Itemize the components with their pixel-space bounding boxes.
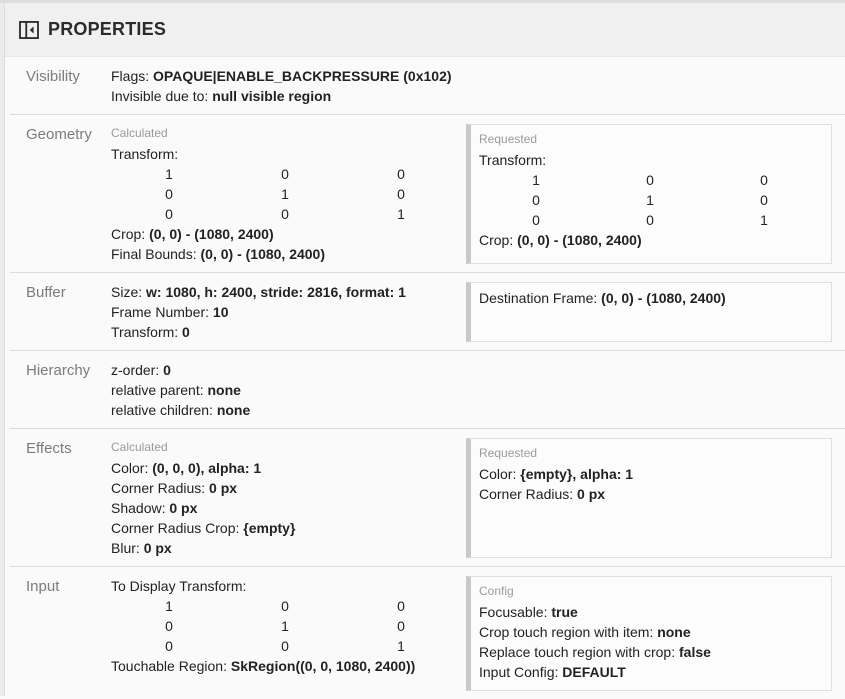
property-row — [479, 464, 821, 484]
section-label: Visibility — [26, 68, 80, 85]
matrix-cell: 0 — [646, 212, 654, 228]
matrix-cell: 1 — [281, 186, 289, 202]
property-value: none — [216, 402, 251, 418]
matrix-cell: 0 — [165, 206, 173, 222]
property-key: Size: — [111, 284, 143, 300]
property-value: (0, 0) - (1080, 2400) — [200, 246, 326, 262]
requested-box — [466, 282, 832, 342]
section-content — [111, 66, 832, 106]
property-row — [111, 224, 459, 244]
property-value: false — [679, 644, 711, 660]
property-value: {empty} — [243, 520, 296, 536]
property-key: Final Bounds: — [111, 246, 197, 262]
property-value: w: 1080, h: 2400, stride: 2816, format: 1 — [146, 284, 406, 300]
property-key: Crop touch region with item: — [479, 624, 654, 640]
section-label: Input — [26, 578, 60, 595]
matrix-cell: 1 — [165, 166, 173, 182]
section-content — [111, 282, 832, 342]
matrix-cell: 0 — [165, 638, 173, 654]
transform-matrix — [111, 596, 459, 656]
property-key: Transform: — [111, 324, 179, 340]
property-row — [111, 458, 459, 478]
property-row — [479, 484, 821, 504]
transform-matrix — [479, 170, 821, 230]
property-row — [111, 498, 459, 518]
section-visibility — [0, 57, 845, 114]
group-label: Config — [479, 584, 514, 598]
property-key: Crop: — [111, 226, 146, 242]
property-row — [111, 518, 459, 538]
matrix-cell: 0 — [165, 186, 173, 202]
calculated-column — [111, 282, 459, 342]
matrix-cell: 0 — [397, 598, 405, 614]
property-row — [111, 538, 459, 558]
property-key: Replace touch region with crop: — [479, 644, 676, 660]
property-value: {empty}, alpha: 1 — [520, 466, 634, 482]
section-content — [111, 360, 832, 420]
property-key: Shadow: — [111, 500, 166, 516]
property-key: Focusable: — [479, 604, 548, 620]
transform-label: Transform: — [479, 152, 547, 168]
property-value: DEFAULT — [562, 664, 626, 680]
panel-title: PROPERTIES — [48, 19, 167, 39]
matrix-cell: 1 — [397, 638, 405, 654]
matrix-cell: 0 — [760, 172, 768, 188]
section-content — [111, 438, 832, 558]
matrix-cell: 0 — [281, 166, 289, 182]
section-label: Geometry — [26, 126, 92, 143]
group-label: Requested — [479, 446, 538, 460]
property-row — [479, 662, 821, 682]
section-content — [111, 124, 832, 264]
property-key: Frame Number: — [111, 304, 210, 320]
section-input — [0, 567, 845, 699]
property-row — [111, 86, 832, 106]
property-key: Crop: — [479, 232, 514, 248]
matrix-cell: 0 — [646, 172, 654, 188]
property-value: 0 px — [169, 500, 198, 516]
matrix-cell: 1 — [165, 598, 173, 614]
matrix-cell: 0 — [165, 618, 173, 634]
property-key: Destination Frame: — [479, 290, 598, 306]
property-value: 0 — [182, 324, 190, 340]
matrix-cell: 0 — [760, 192, 768, 208]
property-key: Touchable Region: — [111, 658, 227, 674]
property-row — [111, 360, 832, 380]
property-key: Color: — [479, 466, 517, 482]
property-value: 10 — [212, 304, 229, 320]
property-value: none — [657, 624, 691, 640]
matrix-cell: 0 — [397, 618, 405, 634]
properties-header — [0, 3, 845, 57]
section-buffer — [0, 273, 845, 350]
property-value: 0 px — [209, 480, 238, 496]
property-value: (0, 0) - (1080, 2400) — [149, 226, 274, 242]
property-row — [111, 302, 459, 322]
property-value: true — [551, 604, 578, 620]
section-label: Hierarchy — [26, 362, 91, 379]
matrix-cell: 1 — [281, 618, 289, 634]
property-key: Input Config: — [479, 664, 559, 680]
property-row — [479, 230, 821, 250]
property-key: Flags: — [111, 68, 150, 84]
section-content — [111, 576, 832, 691]
matrix-cell: 0 — [281, 206, 289, 222]
property-row — [111, 282, 459, 302]
section-label: Effects — [26, 440, 72, 457]
requested-box — [466, 124, 832, 264]
property-key: Color: — [111, 460, 149, 476]
collapse-panel-button[interactable] — [18, 19, 40, 41]
section-effects — [0, 429, 845, 566]
property-value: (0, 0) - (1080, 2400) — [517, 232, 642, 248]
matrix-cell: 0 — [397, 166, 405, 182]
property-row — [111, 656, 459, 676]
property-key: relative children: — [111, 402, 213, 418]
property-row — [479, 288, 821, 308]
property-key: Invisible due to: — [111, 88, 209, 104]
property-key: Blur: — [111, 540, 140, 556]
property-row — [111, 244, 459, 264]
matrix-cell: 1 — [646, 192, 654, 208]
property-value: OPAQUE|ENABLE_BACKPRESSURE (0x102) — [153, 68, 452, 84]
matrix-cell: 0 — [532, 212, 540, 228]
requested-box — [466, 438, 832, 558]
property-key: Corner Radius: — [479, 486, 574, 502]
property-value: (0, 0) - (1080, 2400) — [601, 290, 726, 306]
property-value: 0 px — [577, 486, 606, 502]
matrix-cell: 0 — [281, 598, 289, 614]
calculated-column — [111, 124, 459, 264]
property-key: Corner Radius Crop: — [111, 520, 240, 536]
property-row — [111, 66, 832, 86]
property-value: null visible region — [212, 88, 332, 104]
property-row — [111, 380, 832, 400]
matrix-cell: 0 — [281, 638, 289, 654]
property-row — [479, 622, 821, 642]
property-value: none — [207, 382, 241, 398]
matrix-cell: 0 — [397, 186, 405, 202]
transform-matrix — [111, 164, 459, 224]
calculated-column — [111, 438, 459, 558]
config-box — [466, 576, 832, 691]
property-key: z-order: — [111, 362, 160, 378]
property-value: 0 px — [143, 540, 172, 556]
matrix-cell: 1 — [760, 212, 768, 228]
property-row — [479, 642, 821, 662]
panel-resize-handle[interactable] — [0, 3, 5, 696]
property-key: Corner Radius: — [111, 480, 206, 496]
group-label: Calculated — [111, 440, 168, 454]
section-geometry — [0, 115, 845, 272]
matrix-cell: 1 — [532, 172, 540, 188]
section-label: Buffer — [26, 284, 66, 301]
transform-label: Transform: — [111, 146, 179, 162]
section-hierarchy — [0, 351, 845, 428]
group-label: Requested — [479, 132, 538, 146]
property-row — [111, 478, 459, 498]
group-label: Calculated — [111, 126, 168, 140]
property-row — [479, 602, 821, 622]
panel-collapse-icon — [18, 19, 40, 41]
matrix-cell: 1 — [397, 206, 405, 222]
property-key: relative parent: — [111, 382, 204, 398]
transform-label: To Display Transform: — [111, 578, 247, 594]
property-value: (0, 0, 0), alpha: 1 — [152, 460, 262, 476]
property-row — [111, 322, 459, 342]
property-row — [111, 400, 832, 420]
property-value: 0 — [163, 362, 171, 378]
calculated-column — [111, 576, 459, 691]
property-value: SkRegion((0, 0, 1080, 2400)) — [230, 658, 416, 674]
matrix-cell: 0 — [532, 192, 540, 208]
